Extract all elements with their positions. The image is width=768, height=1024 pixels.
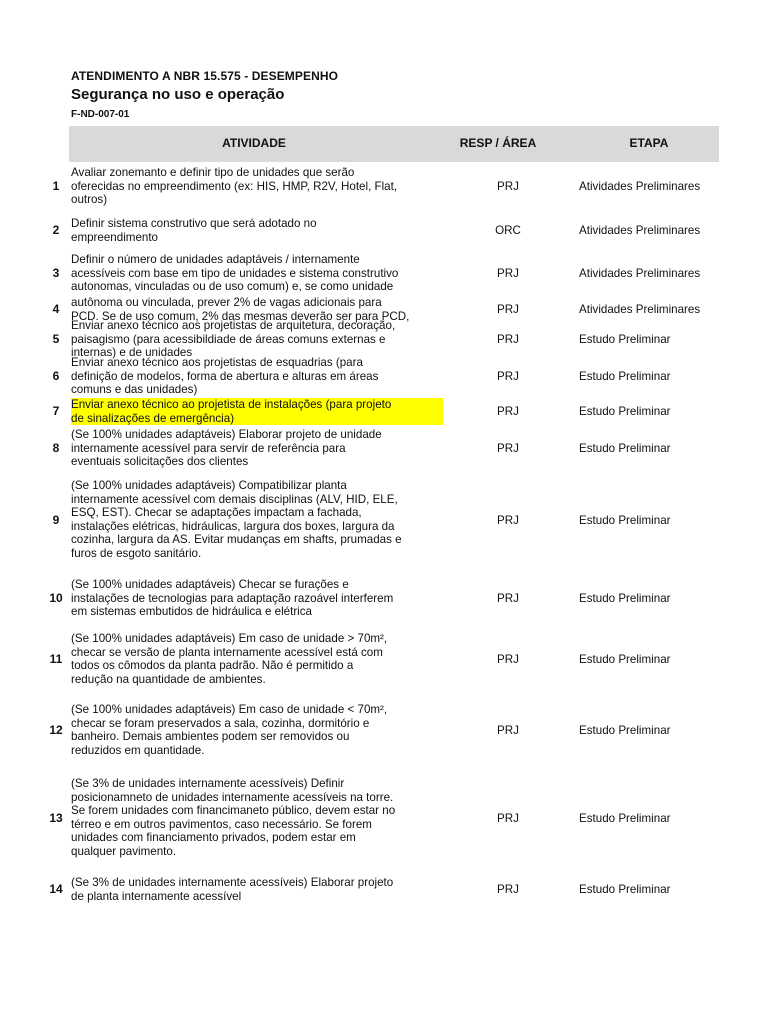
etapa-cell: Estudo Preliminar (579, 724, 671, 737)
etapa-cell: Estudo Preliminar (579, 812, 671, 825)
resp-cell: ORC (495, 224, 521, 237)
row-number: 14 (49, 882, 63, 896)
table-row (0, 217, 768, 245)
resp-cell: PRJ (497, 442, 519, 455)
etapa-cell: Atividades Preliminares (579, 303, 701, 316)
activity-cell: (Se 3% de unidades internamente acessíveis) Definir posicionamneto de unidades internamente acessíveis na torre. Se forem unidades com financimaneto público, devem estar no térreo e em outros pavimentos, caso necessário. Se forem unidades com financiamento privados, podem estar em qualquer pavimento. (71, 777, 396, 858)
form-code: F-ND-007-01 (71, 109, 130, 120)
column-header-resp: RESP / ÁREA (459, 136, 537, 150)
activity-cell: Definir sistema construtivo que será adotado no empreendimento (71, 217, 317, 244)
page-title: Segurança no uso e operação (71, 86, 285, 103)
resp-cell: PRJ (497, 514, 519, 527)
activity-cell: Enviar anexo técnico ao projetista de instalações (para projeto de sinalizações de emergência) (71, 398, 443, 425)
row-number: 7 (52, 404, 60, 418)
activity-cell: Enviar anexo técnico aos projetistas de esquadrias (para definição de modelos, forma de abertura e alturas em áreas comuns e das unidades) (71, 356, 379, 397)
activity-cell: Avaliar zonemanto e definir tipo de unidades que serão oferecidas no empreendimento (ex: HIS, HMP, R2V, Hotel, Flat, outros) (71, 166, 398, 207)
resp-cell: PRJ (497, 405, 519, 418)
row-number: 12 (49, 723, 63, 737)
etapa-cell: Estudo Preliminar (579, 514, 671, 527)
table-row (0, 398, 768, 426)
row-number: 11 (49, 652, 63, 666)
table-row (0, 703, 768, 759)
row-number: 9 (52, 513, 60, 527)
etapa-cell: Atividades Preliminares (579, 224, 701, 237)
etapa-cell: Atividades Preliminares (579, 180, 701, 193)
table-row (0, 578, 768, 620)
table-row (0, 166, 768, 208)
etapa-cell: Estudo Preliminar (579, 405, 671, 418)
row-number: 8 (52, 441, 60, 455)
table-header (69, 126, 719, 162)
row-number: 4 (52, 302, 60, 316)
resp-cell: PRJ (497, 592, 519, 605)
activity-cell: autônoma ou vinculada, prever 2% de vagas adicionais para PCD. Se de uso comum, 2% das mesmas deverão ser para PCD, (71, 296, 410, 323)
table-row (0, 356, 768, 398)
activity-cell: (Se 100% unidades adaptáveis) Checar se furações e instalações de tecnologias para adaptação razoável interferem em sistemas embutidos de hidráulica e elétrica (71, 578, 394, 619)
resp-cell: PRJ (497, 333, 519, 346)
resp-cell: PRJ (497, 883, 519, 896)
table-row (0, 479, 768, 563)
activity-cell: (Se 100% unidades adaptáveis) Compatibilizar planta internamente acessível com demais disciplinas (ALV, HID, ELE, ESQ, EST). Checar se adaptações impactam a fachada, instalações elétricas, hidráulicas, largura dos boxes, largura da cozinha, largura da AS. Evitar mudanças em shafts, prumadas e furos de esgoto sanitário. (71, 479, 402, 560)
row-number: 2 (52, 223, 60, 237)
row-number: 13 (49, 811, 63, 825)
activity-cell: (Se 100% unidades adaptáveis) Elaborar projeto de unidade internamente acessível para servir de referência para eventuais solicitações dos clientes (71, 428, 382, 469)
document-header: ATENDIMENTO A NBR 15.575 - DESEMPENHO (71, 69, 339, 83)
etapa-cell: Estudo Preliminar (579, 883, 671, 896)
row-number: 6 (52, 369, 60, 383)
etapa-cell: Estudo Preliminar (579, 370, 671, 383)
activity-cell: (Se 3% de unidades internamente acessíveis) Elaborar projeto de planta internamente acessível (71, 876, 394, 903)
activity-cell: (Se 100% unidades adaptáveis) Em caso de unidade > 70m², checar se versão de planta internamente acessível está com todos os cômodos da planta padrão. Não é permitido a redução na quantidade de ambientes. (71, 632, 388, 686)
resp-cell: PRJ (497, 724, 519, 737)
table-row (0, 428, 768, 470)
column-header-etapa: ETAPA (629, 136, 669, 150)
etapa-cell: Estudo Preliminar (579, 653, 671, 666)
row-number: 10 (49, 591, 63, 605)
etapa-cell: Estudo Preliminar (579, 442, 671, 455)
resp-cell: PRJ (497, 303, 519, 316)
table-row (0, 319, 768, 361)
resp-cell: PRJ (497, 812, 519, 825)
row-number: 1 (52, 179, 60, 193)
resp-cell: PRJ (497, 267, 519, 280)
activity-cell: (Se 100% unidades adaptáveis) Em caso de unidade < 70m², checar se foram preservados a sala, cozinha, dormitório e banheiro. Demais ambientes podem ser removidos ou reduzidos em quantidade. (71, 703, 388, 757)
table-row (0, 876, 768, 904)
resp-cell: PRJ (497, 180, 519, 193)
table-row (0, 632, 768, 688)
etapa-cell: Atividades Preliminares (579, 267, 701, 280)
etapa-cell: Estudo Preliminar (579, 592, 671, 605)
etapa-cell: Estudo Preliminar (579, 333, 671, 346)
table-row (0, 253, 768, 295)
row-number: 3 (52, 266, 60, 280)
resp-cell: PRJ (497, 653, 519, 666)
activity-cell: Enviar anexo técnico aos projetistas de arquitetura, decoração, paisagismo (para acessibildiade de áreas comuns externas e internas) e de unidades (71, 319, 396, 360)
table-row (0, 777, 768, 861)
row-number: 5 (52, 332, 60, 346)
activity-cell: Definir o número de unidades adaptáveis / internamente acessíveis com base em tipo de unidades e sistema construtivo autonomas, vinculadas ou de uso comum) e, se como unidade (71, 253, 399, 294)
column-header-atividade: ATIVIDADE (222, 136, 286, 150)
resp-cell: PRJ (497, 370, 519, 383)
